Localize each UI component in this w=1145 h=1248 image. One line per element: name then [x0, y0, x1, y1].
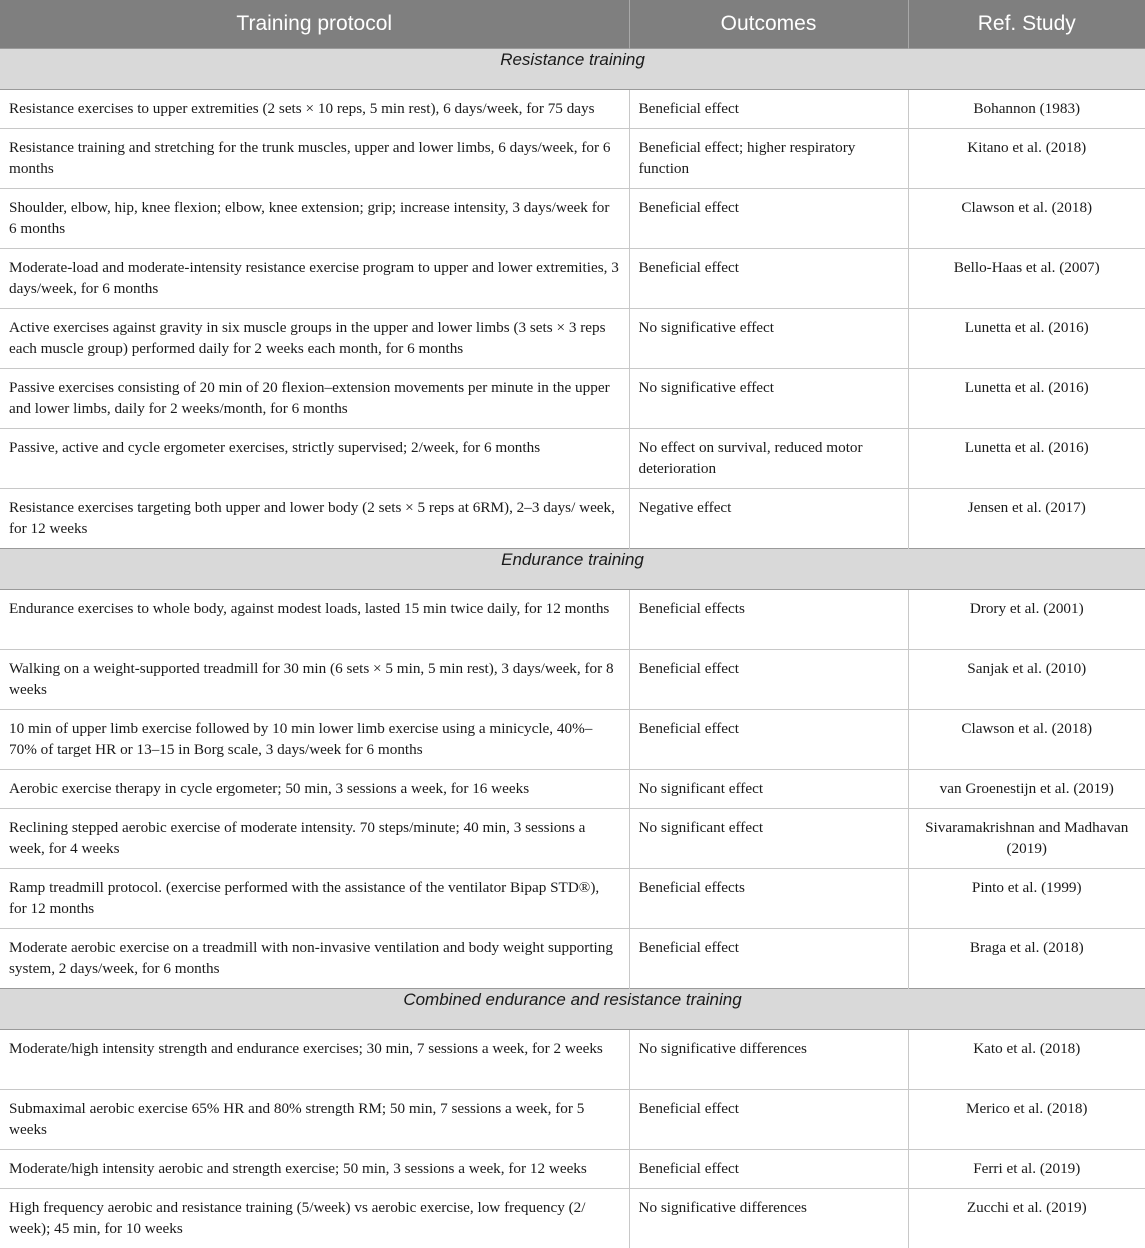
protocol-cell: Walking on a weight-supported treadmill for 30 min (6 sets × 5 min, 5 min rest), 3 days/week, for 8 weeks	[0, 650, 629, 710]
protocol-cell: Ramp treadmill protocol. (exercise performed with the assistance of the ventilator Bipap STD®), for 12 months	[0, 869, 629, 929]
protocol-cell: Reclining stepped aerobic exercise of moderate intensity. 70 steps/minute; 40 min, 3 sessions a week, for 4 weeks	[0, 809, 629, 869]
ref-cell: Lunetta et al. (2016)	[908, 429, 1145, 489]
protocol-cell: Active exercises against gravity in six muscle groups in the upper and lower limbs (3 sets × 3 reps each muscle group) performed daily for 2 weeks each month, for 6 months	[0, 309, 629, 369]
table-row	[0, 710, 1145, 770]
ref-cell: Kitano et al. (2018)	[908, 129, 1145, 189]
outcome-cell: Beneficial effect	[629, 1150, 908, 1189]
ref-cell: Merico et al. (2018)	[908, 1090, 1145, 1150]
table-row	[0, 429, 1145, 489]
protocol-cell: Moderate/high intensity strength and endurance exercises; 30 min, 7 sessions a week, for 2 weeks	[0, 1030, 629, 1090]
protocol-cell: Passive, active and cycle ergometer exercises, strictly supervised; 2/week, for 6 months	[0, 429, 629, 489]
ref-cell: Pinto et al. (1999)	[908, 869, 1145, 929]
table-row	[0, 129, 1145, 189]
outcome-cell: Beneficial effects	[629, 590, 908, 650]
protocol-cell: Submaximal aerobic exercise 65% HR and 80% strength RM; 50 min, 7 sessions a week, for 5 weeks	[0, 1090, 629, 1150]
outcome-cell: Beneficial effect	[629, 650, 908, 710]
ref-cell: Kato et al. (2018)	[908, 1030, 1145, 1090]
outcome-cell: No significative differences	[629, 1189, 908, 1248]
table-row	[0, 189, 1145, 249]
table-row	[0, 90, 1145, 129]
protocol-cell: Resistance exercises to upper extremities (2 sets × 10 reps, 5 min rest), 6 days/week, for 75 days	[0, 90, 629, 129]
ref-cell: Bohannon (1983)	[908, 90, 1145, 129]
ref-cell: Drory et al. (2001)	[908, 590, 1145, 650]
outcome-cell: No significant effect	[629, 770, 908, 809]
protocol-cell: Resistance exercises targeting both upper and lower body (2 sets × 5 reps at 6RM), 2–3 days/ week, for 12 weeks	[0, 489, 629, 549]
protocol-cell: Moderate aerobic exercise on a treadmill with non-invasive ventilation and body weight supporting system, 2 days/week, for 6 months	[0, 929, 629, 989]
outcome-cell: Beneficial effect	[629, 249, 908, 309]
outcome-cell: Beneficial effect	[629, 929, 908, 989]
protocol-cell: Moderate/high intensity aerobic and strength exercise; 50 min, 3 sessions a week, for 12 weeks	[0, 1150, 629, 1189]
outcome-cell: No significative effect	[629, 369, 908, 429]
protocol-cell: 10 min of upper limb exercise followed by 10 min lower limb exercise using a minicycle, 40%–70% of target HR or 13–15 in Borg scale, 3 days/week for 6 months	[0, 710, 629, 770]
outcome-cell: Negative effect	[629, 489, 908, 549]
section-row-combined	[0, 989, 1145, 1030]
header-ref-study: Ref. Study	[908, 0, 1145, 49]
table-row	[0, 369, 1145, 429]
outcome-cell: No effect on survival, reduced motor deterioration	[629, 429, 908, 489]
table-row	[0, 590, 1145, 650]
outcome-cell: Beneficial effect	[629, 1090, 908, 1150]
section-row-endurance	[0, 549, 1145, 590]
ref-cell: Zucchi et al. (2019)	[908, 1189, 1145, 1248]
ref-cell: Lunetta et al. (2016)	[908, 309, 1145, 369]
outcome-cell: Beneficial effect	[629, 90, 908, 129]
table-row	[0, 489, 1145, 549]
ref-cell: Clawson et al. (2018)	[908, 189, 1145, 249]
ref-cell: Braga et al. (2018)	[908, 929, 1145, 989]
table-row	[0, 309, 1145, 369]
header-row	[0, 0, 1145, 49]
header-training-protocol: Training protocol	[0, 0, 629, 49]
ref-cell: Jensen et al. (2017)	[908, 489, 1145, 549]
protocol-cell: Aerobic exercise therapy in cycle ergometer; 50 min, 3 sessions a week, for 16 weeks	[0, 770, 629, 809]
table-row	[0, 1090, 1145, 1150]
ref-cell: Bello-Haas et al. (2007)	[908, 249, 1145, 309]
protocol-cell: Moderate-load and moderate-intensity resistance exercise program to upper and lower extremities, 3 days/week, for 6 months	[0, 249, 629, 309]
table-row	[0, 249, 1145, 309]
outcome-cell: Beneficial effect	[629, 710, 908, 770]
protocol-cell: Endurance exercises to whole body, against modest loads, lasted 15 min twice daily, for 12 months	[0, 590, 629, 650]
ref-cell: Clawson et al. (2018)	[908, 710, 1145, 770]
outcome-cell: Beneficial effects	[629, 869, 908, 929]
table-row	[0, 929, 1145, 989]
protocol-cell: Resistance training and stretching for the trunk muscles, upper and lower limbs, 6 days/week, for 6 months	[0, 129, 629, 189]
outcome-cell: No significative differences	[629, 1030, 908, 1090]
outcome-cell: No significative effect	[629, 309, 908, 369]
outcome-cell: No significant effect	[629, 809, 908, 869]
section-row-resistance	[0, 49, 1145, 90]
ref-cell: Ferri et al. (2019)	[908, 1150, 1145, 1189]
table-row	[0, 1030, 1145, 1090]
outcome-cell: Beneficial effect	[629, 189, 908, 249]
section-title: Resistance training	[0, 49, 1145, 90]
ref-cell: Sanjak et al. (2010)	[908, 650, 1145, 710]
table-row	[0, 770, 1145, 809]
protocol-cell: Passive exercises consisting of 20 min of 20 flexion–extension movements per minute in the upper and lower limbs, daily for 2 weeks/month, for 6 months	[0, 369, 629, 429]
header-outcomes: Outcomes	[629, 0, 908, 49]
ref-cell: van Groenestijn et al. (2019)	[908, 770, 1145, 809]
table-row	[0, 1150, 1145, 1189]
table-row	[0, 650, 1145, 710]
section-title: Endurance training	[0, 549, 1145, 590]
section-title: Combined endurance and resistance training	[0, 989, 1145, 1030]
table-row	[0, 809, 1145, 869]
protocol-cell: High frequency aerobic and resistance training (5/week) vs aerobic exercise, low frequency (2/ week); 45 min, for 10 weeks	[0, 1189, 629, 1248]
ref-cell: Lunetta et al. (2016)	[908, 369, 1145, 429]
ref-cell: Sivaramakrishnan and Madhavan (2019)	[908, 809, 1145, 869]
table-row	[0, 869, 1145, 929]
protocol-cell: Shoulder, elbow, hip, knee flexion; elbow, knee extension; grip; increase intensity, 3 days/week for 6 months	[0, 189, 629, 249]
outcome-cell: Beneficial effect; higher respiratory function	[629, 129, 908, 189]
table-row	[0, 1189, 1145, 1248]
